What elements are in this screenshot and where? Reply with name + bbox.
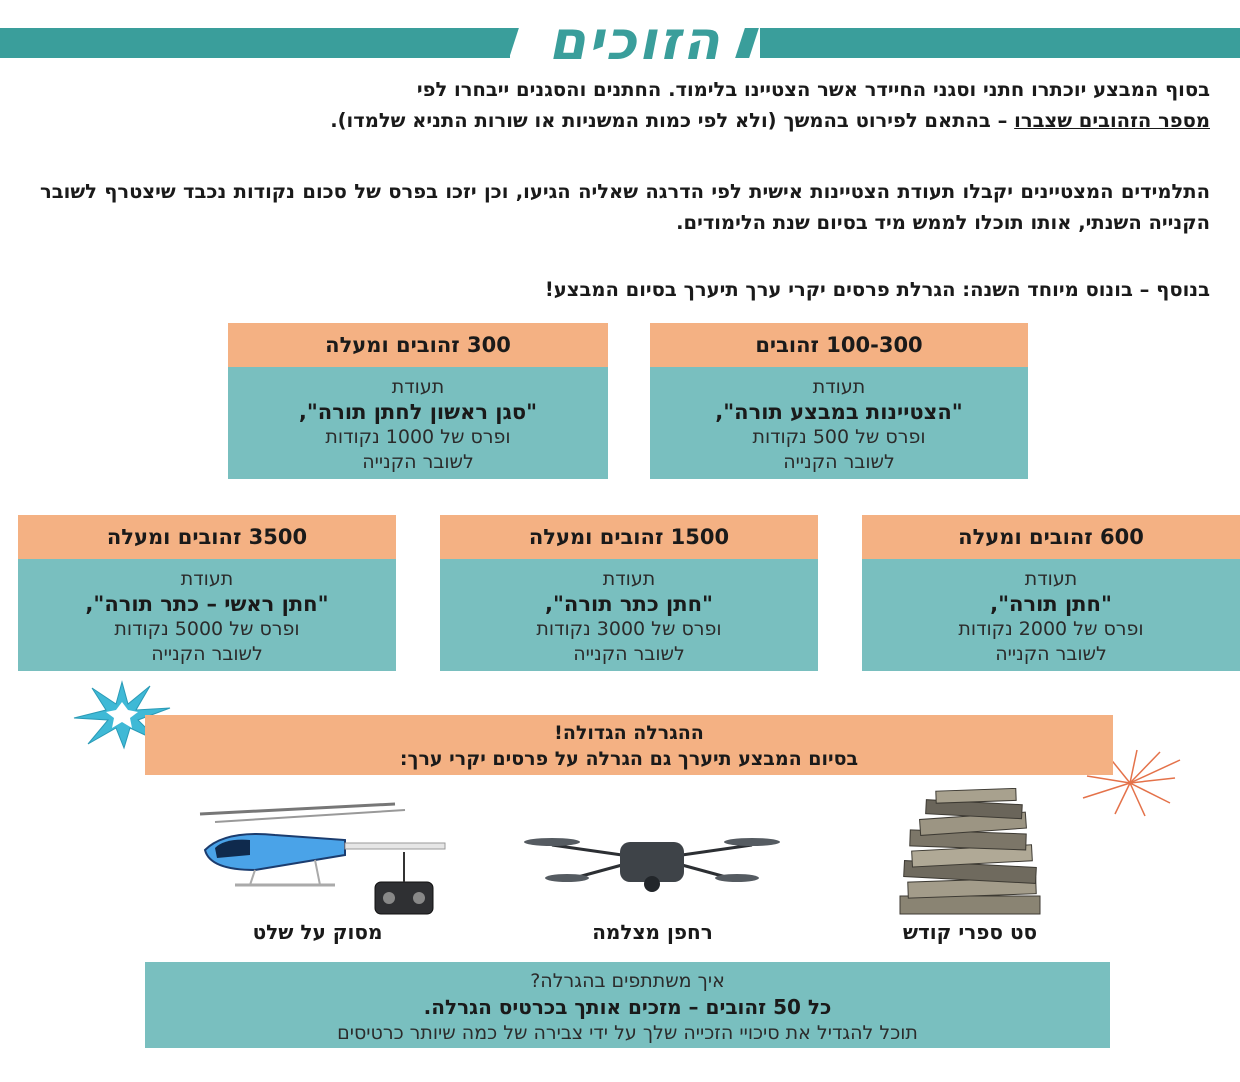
how-tip: תוכל להגדיל את סיכויי הזכייה שלך על ידי צבירה של כמה שיותר כרטיסים: [337, 1022, 918, 1044]
tier-prize: ופרס של 3000 נקודות: [536, 618, 722, 640]
tier-cert-name: "חתן תורה",: [990, 592, 1112, 616]
tier-cert-name: "סגן ראשון לחתן תורה",: [298, 400, 538, 424]
page-title: הזוכים: [548, 9, 722, 72]
intro-p1-b: – בהתאם לפירוט בהמשך (ולא לפי כמות המשניות או שורות התניא שלמדו).: [330, 109, 1015, 132]
tier-card-100-300: [650, 323, 1028, 479]
prize-label-books: סט ספרי קודש: [902, 920, 1038, 944]
tier-card-1500: [440, 515, 818, 671]
how-to-participate-box: [145, 962, 1110, 1048]
tier-prize: ופרס של 500 נקודות: [752, 426, 926, 448]
intro-paragraph-3: בנוסף – בונוס מיוחד השנה: הגרלת פרסים יקרי ערך תיערך בסיום המבצע!: [544, 278, 1210, 301]
tier-body: [440, 559, 818, 671]
raffle-banner: [145, 715, 1113, 775]
tier-body: [650, 367, 1028, 479]
tier-cert-name: "חתן ראשי – כתר תורה",: [85, 592, 329, 616]
intro-paragraph-2: התלמידים המצטיינים יקבלו תעודת הצטיינות אישית לפי הדרגה שאליה הגיעו, וכן יזכו בפרס של סכום נקודות נכבד שיצטרף לשובר הקנייה השנתי, אותו תוכלו לממש מיד בסיום שנת הלימודים.: [40, 180, 1210, 234]
tier-head: 100-300 זהובים: [650, 323, 1028, 367]
header-bar-right: [760, 28, 1240, 58]
tier-prize: ופרס של 5000 נקודות: [114, 618, 300, 640]
tier-card-600: [862, 515, 1240, 671]
tier-cert-label: תעודת: [602, 568, 656, 590]
tier-head: 3500 זהובים ומעלה: [18, 515, 396, 559]
prize-label-drone: רחפן מצלמה: [592, 920, 713, 944]
tier-body: [862, 559, 1240, 671]
tier-voucher: לשובר הקנייה: [151, 643, 263, 665]
intro-paragraph-1: [40, 74, 1210, 136]
tier-card-3500: [18, 515, 396, 671]
header-bar-left: [0, 28, 510, 58]
tier-body: [18, 559, 396, 671]
how-question: איך משתתפים בהגרלה?: [530, 970, 725, 992]
books-stack-icon: [880, 788, 1060, 918]
tier-cert-label: תעודת: [180, 568, 234, 590]
tier-voucher: לשובר הקנייה: [995, 643, 1107, 665]
tier-voucher: לשובר הקנייה: [362, 451, 474, 473]
tier-cert-label: תעודת: [1024, 568, 1078, 590]
tier-body: [228, 367, 608, 479]
tier-head: 600 זהובים ומעלה: [862, 515, 1240, 559]
tier-prize: ופרס של 1000 נקודות: [325, 426, 511, 448]
tier-voucher: לשובר הקנייה: [573, 643, 685, 665]
tier-head: 300 זהובים ומעלה: [228, 323, 608, 367]
tier-cert-name: "הצטיינות במבצע תורה",: [715, 400, 963, 424]
tier-cert-label: תעודת: [391, 376, 445, 398]
tier-prize: ופרס של 2000 נקודות: [958, 618, 1144, 640]
how-rule: כל 50 זהובים – מזכים אותך בכרטיס הגרלה.: [423, 995, 832, 1019]
raffle-title: ההגרלה הגדולה!: [554, 722, 704, 744]
intro-p1-underlined: מספר הזהובים שצברו: [1014, 109, 1210, 132]
prize-label-helicopter: מסוק על שלט: [252, 920, 383, 944]
tier-voucher: לשובר הקנייה: [783, 451, 895, 473]
drone-icon: [522, 820, 782, 900]
tier-cert-name: "חתן כתר תורה",: [545, 592, 713, 616]
tier-cert-label: תעודת: [812, 376, 866, 398]
raffle-subtitle: בסיום המבצע תיערך גם הגרלה על פרסים יקרי ערך:: [399, 748, 859, 770]
rc-helicopter-icon: [195, 800, 465, 920]
intro-p1-a: בסוף המבצע יוכתרו חתני וסגני החיידר אשר הצטיינו בלימוד. החתנים והסגנים ייבחרו לפי: [416, 78, 1210, 101]
tier-head: 1500 זהובים ומעלה: [440, 515, 818, 559]
tier-card-300: [228, 323, 608, 479]
